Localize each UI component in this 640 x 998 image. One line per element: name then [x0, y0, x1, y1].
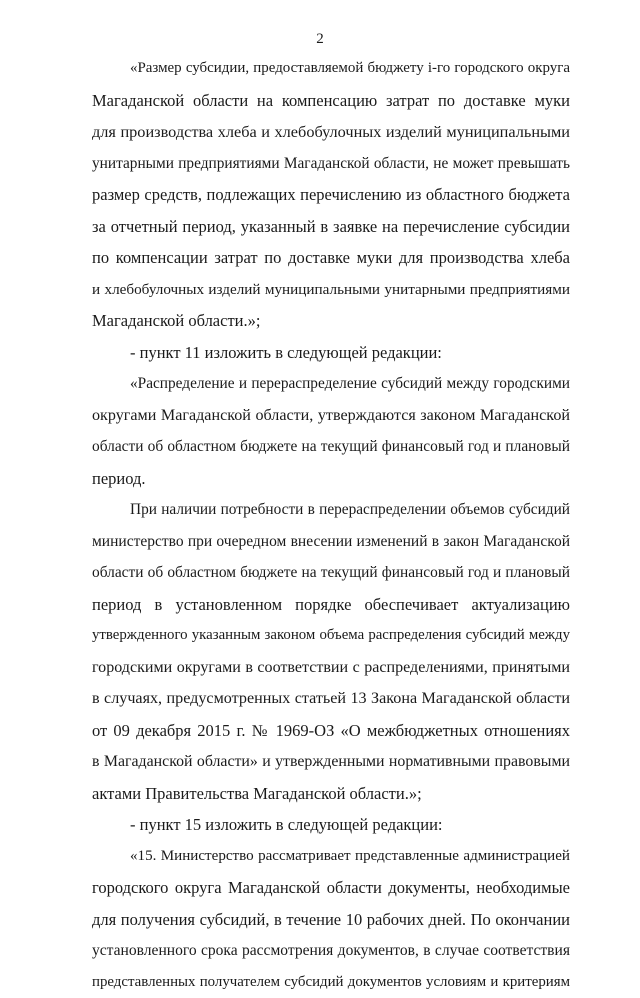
text-line: - пункт 15 изложить в следующей редакции:: [92, 809, 570, 841]
text-line: области об областном бюджете на текущий финансовый год и плановый: [92, 557, 570, 589]
text-line: представленных получателем субсидий документов условиям и критериям: [92, 967, 570, 998]
text-line: «Размер субсидии, предоставляемой бюджету i-го городского округа: [92, 53, 570, 85]
text-line: утвержденного указанным законом объема распределения субсидий между: [92, 620, 570, 652]
text-line: городскими округами в соответствии с распределениями, принятыми: [92, 652, 570, 684]
text-line: в случаях, предусмотренных статьей 13 Закона Магаданской области: [92, 683, 570, 715]
page-number: 2: [0, 30, 640, 48]
text-line: для производства хлеба и хлебобулочных изделий муниципальными: [92, 116, 570, 148]
text-line: от 09 декабря 2015 г. № 1969-ОЗ «О межбюджетных отношениях: [92, 715, 570, 747]
text-line: Магаданской области.»;: [92, 305, 570, 337]
text-line: «Распределение и перераспределение субсидий между городскими: [92, 368, 570, 400]
text-line: унитарными предприятиями Магаданской области, не может превышать: [92, 148, 570, 180]
text-line: в Магаданской области» и утвержденными нормативными правовыми: [92, 746, 570, 778]
text-line: Магаданской области на компенсацию затрат по доставке муки: [92, 85, 570, 117]
document-text-body: [92, 53, 570, 998]
text-line: - пункт 11 изложить в следующей редакции:: [92, 337, 570, 369]
text-line: период.: [92, 463, 570, 495]
text-line: городского округа Магаданской области документы, необходимые: [92, 872, 570, 904]
text-line: округами Магаданской области, утверждаются законом Магаданской: [92, 400, 570, 432]
text-line: министерство при очередном внесении изменений в закон Магаданской: [92, 526, 570, 558]
text-line: области об областном бюджете на текущий финансовый год и плановый: [92, 431, 570, 463]
text-line: актами Правительства Магаданской области.»;: [92, 778, 570, 810]
text-line: При наличии потребности в перераспределении объемов субсидий: [92, 494, 570, 526]
text-line: размер средств, подлежащих перечислению из областного бюджета: [92, 179, 570, 211]
text-line: период в установленном порядке обеспечивает актуализацию: [92, 589, 570, 621]
text-line: установленного срока рассмотрения документов, в случае соответствия: [92, 935, 570, 967]
text-line: по компенсации затрат по доставке муки для производства хлеба: [92, 242, 570, 274]
text-line: за отчетный период, указанный в заявке на перечисление субсидии: [92, 211, 570, 243]
text-line: «15. Министерство рассматривает представленные администрацией: [92, 841, 570, 873]
text-line: и хлебобулочных изделий муниципальными унитарными предприятиями: [92, 274, 570, 306]
text-line: для получения субсидий, в течение 10 рабочих дней. По окончании: [92, 904, 570, 936]
